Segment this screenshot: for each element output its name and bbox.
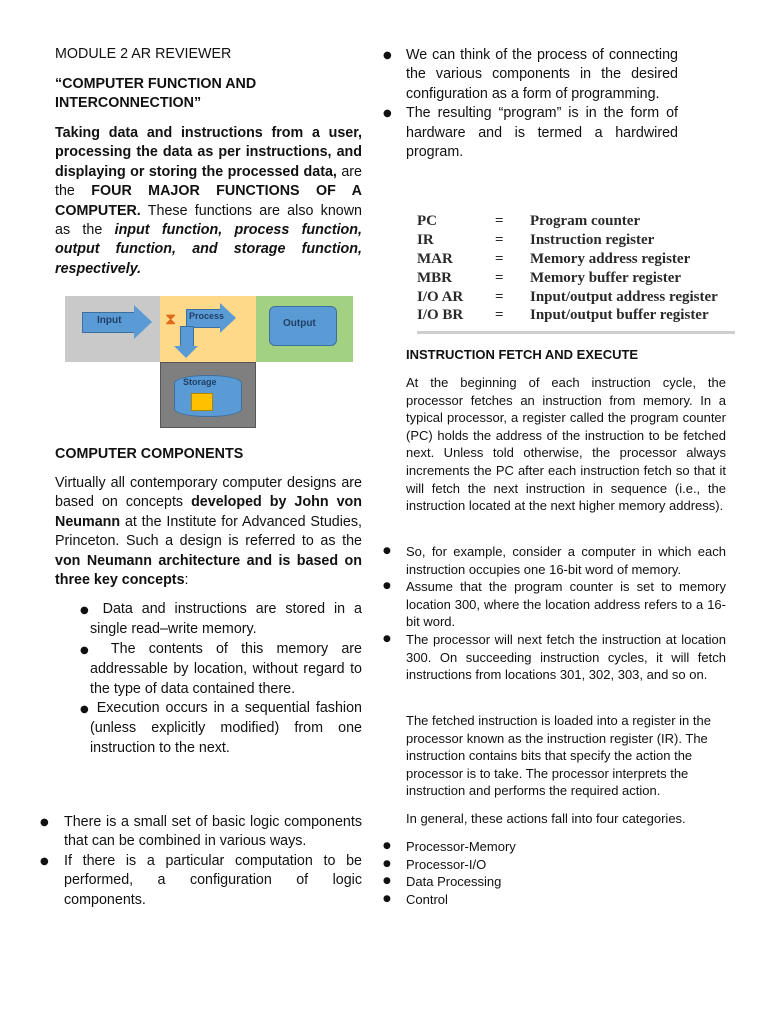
bullet-icon: ● [80, 704, 91, 716]
components-paragraph [55, 474, 362, 590]
components-heading: COMPUTER COMPONENTS [55, 446, 244, 462]
down-arrow [180, 326, 194, 348]
category-text: Processor-Memory [406, 839, 516, 854]
fetch-text: So, for example, consider a computer in which each instruction occupies one 16-bit word of memory. [406, 544, 726, 577]
list-item [383, 856, 726, 874]
intro-text-2: These functions are also known as the [55, 202, 362, 239]
register-name: Memory address register [530, 251, 691, 267]
output-cell [256, 296, 353, 362]
categories-list [383, 838, 726, 908]
components-bold-1: developed by John von Neumann [55, 494, 362, 530]
list-item [383, 838, 726, 856]
concept-text: Execution occurs in a sequential fashion (unless explicitly modified) from one instruction to the next. [90, 700, 362, 756]
list-item [383, 578, 726, 631]
fetch-heading: INSTRUCTION FETCH AND EXECUTE [406, 347, 639, 362]
bullet-icon: ● [383, 546, 391, 556]
list-item [383, 631, 726, 684]
category-text: Processor-I/O [406, 856, 487, 872]
bullet-icon: ● [383, 50, 392, 61]
input-arrow-head-icon [134, 305, 152, 339]
intro-paragraph [55, 124, 362, 279]
storage-label: Storage [183, 377, 217, 387]
category-text: Data Processing [406, 874, 502, 890]
bullet-icon: ● [40, 855, 49, 867]
register-abbr: I/O AR [417, 289, 464, 305]
register-eq: = [495, 251, 504, 267]
components-text-3: : [184, 572, 189, 589]
section-title: “COMPUTER FUNCTION AND INTERCONNECTION” [55, 76, 257, 112]
hourglass-icon: ⧗ [165, 309, 177, 328]
list-item [383, 891, 726, 909]
components-bold-2: von Neumann architecture and is based on three key concepts [55, 552, 362, 589]
register-name: Instruction register [530, 232, 655, 248]
logic-text: There is a small set of basic logic components that can be combined in various ways. [64, 814, 362, 850]
process-cell [160, 296, 256, 362]
ir-paragraph: The fetched instruction is loaded into a register in the processor known as the instruction register (IR). The instruction contains bits that specify the action the processor is to take. The processor interprets the instruction and performs the required action. [406, 713, 711, 799]
program-list [383, 46, 678, 162]
register-abbr: IR [417, 232, 434, 248]
register-eq: = [495, 213, 504, 229]
register-name: Program counter [530, 213, 641, 229]
list-item [40, 852, 362, 910]
table-divider [417, 331, 735, 334]
logic-text: If there is a particular computation to be performed, a configuration of logic components. [64, 852, 362, 908]
storage-cell [160, 362, 256, 428]
register-name: Input/output address register [530, 289, 718, 305]
fetch-list [383, 543, 726, 684]
bullet-icon: ● [383, 633, 391, 644]
register-abbr: I/O BR [417, 307, 464, 323]
register-eq: = [495, 307, 504, 323]
bullet-icon: ● [383, 841, 391, 851]
bullet-icon: ● [383, 876, 391, 887]
fetch-text: The processor will next fetch the instruction at location 300. On succeeding instruction cycles, it will fetch instructions from locations 301, 302, 303, and so on. [406, 631, 726, 683]
list-item [40, 813, 362, 852]
input-cell [65, 296, 160, 362]
list-item [383, 104, 678, 162]
concept-text: The contents of this memory are addressable by location, without regard to the type of data contained there. [90, 640, 362, 697]
bullet-icon: ● [383, 581, 391, 592]
down-arrow-head-icon [174, 346, 198, 358]
register-name: Memory buffer register [530, 270, 682, 286]
intro-bold-italic: input function, process function, output function, and storage function, respectively. [55, 222, 362, 277]
input-label: Input [97, 315, 122, 326]
components-text-1: Virtually all contemporary computer designs are based on concepts [55, 475, 362, 511]
bullet-icon: ● [80, 644, 98, 656]
list-item [383, 873, 726, 891]
list-item [75, 699, 362, 758]
categories-intro: In general, these actions fall into four categories. [406, 811, 686, 826]
bullet-icon: ● [383, 893, 391, 904]
folder-icon [191, 393, 213, 411]
computer-functions-diagram [65, 296, 353, 428]
concept-text: Data and instructions are stored in a single read–write memory. [90, 601, 363, 638]
register-abbr: PC [417, 213, 437, 229]
category-text: Control [406, 891, 448, 907]
list-item [383, 46, 678, 104]
intro-bold-2: FOUR MAJOR FUNCTIONS OF A COMPUTER. [55, 183, 362, 219]
fetch-text: Assume that the program counter is set to memory location 300, where the location address refers to a 16-bit word. [406, 579, 726, 630]
register-eq: = [495, 232, 504, 248]
intro-bold-1: Taking data and instructions from a user, processing the data as per instructions, and displaying or storing the processed data, [55, 125, 362, 180]
module-title: MODULE 2 AR REVIEWER [55, 46, 232, 62]
logic-list [40, 813, 362, 910]
output-label: Output [283, 318, 316, 329]
bullet-icon: ● [383, 858, 391, 869]
register-name: Input/output buffer register [530, 307, 709, 323]
list-item [75, 640, 362, 699]
bullet-icon: ● [80, 605, 94, 616]
program-text: The resulting “program” is in the form of hardware and is termed a hardwired program. [406, 105, 678, 161]
components-text-2: at the Institute for Advanced Studies, Princeton. Such a design is referred to as the [55, 513, 362, 550]
register-abbr: MAR [417, 251, 453, 267]
list-item [383, 543, 726, 578]
intro-text-1: are the [55, 163, 362, 200]
concepts-list [75, 600, 362, 758]
list-item [75, 600, 362, 640]
register-eq: = [495, 289, 504, 305]
register-abbr: MBR [417, 270, 452, 286]
register-eq: = [495, 270, 504, 286]
bullet-icon: ● [40, 817, 49, 828]
bullet-icon: ● [383, 108, 392, 120]
process-label: Process [189, 311, 225, 321]
program-text: We can think of the process of connecting the various components in the desired configuration as a form of programming. [406, 47, 678, 102]
fetch-paragraph: At the beginning of each instruction cycle, the processor fetches an instruction from memory. In a typical processor, a register called the program counter (PC) holds the address of the instruction to be fetched next. Unless told otherwise, the processor always increments the PC after each instruction fetch so that it will fetch the next instruction in sequence (i.e., the instruction located at the next higher memory address). [406, 375, 726, 514]
